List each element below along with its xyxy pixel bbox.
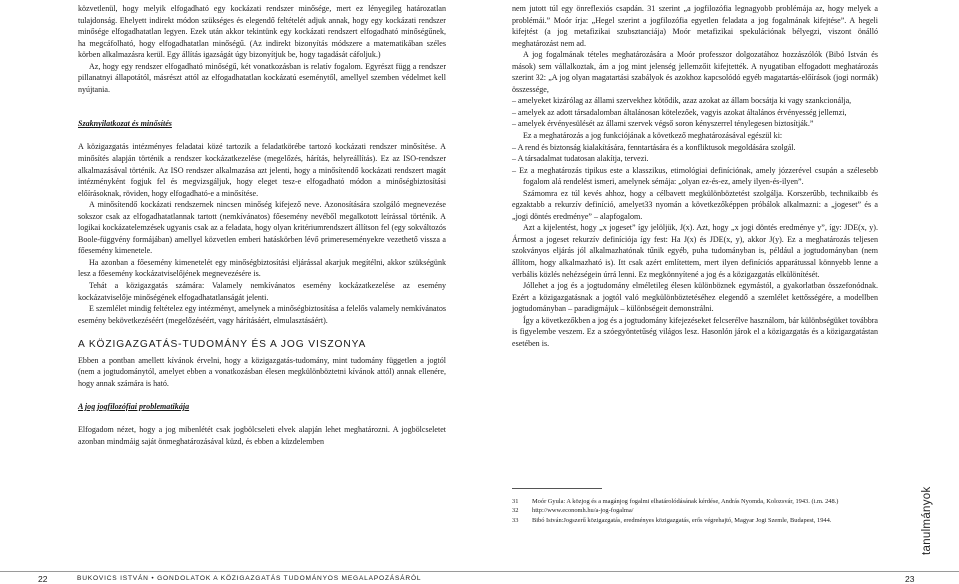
footnote-number: 32 bbox=[512, 507, 519, 515]
section-sidebar-label bbox=[903, 485, 933, 555]
paragraph: nem jutott túl egy önreflexiós csapdán. 31 szerint „a jogfilozófia legnagyobb problémája az, hogy melyek a problémái.” Moór írja: „Hegel szerint a jogfilozófia egyetlen feladata a jog fogalmának kifejtése”. A hegeli kifejtést (a jog metafizikai szubsztanciája) Moór metafizikai spekulációnak bélyegzi, viszont önálló meghatározást nem ad. bbox=[512, 4, 878, 48]
footnote-rule bbox=[512, 488, 602, 489]
right-column bbox=[512, 3, 878, 349]
footnote bbox=[512, 516, 878, 525]
paragraph: Azt a kijelentést, hogy „x jogeset” így jelöljük, J(x). Azt, hogy „x jogi döntés eredménye y”, így: JDE(x, y). Ármost a jogeset rekurzív definíciója így fest: Ha J(x) és JDE(x, y), akkor J(y). Ez a meghatározás teljesen szokványos eljárás jól alkalmazhatónak tűnik egyéb, puha tudományban is, például a jogtudományban (nem állítom, hogy alkalmazható is). Itt csak azért említettem, mert ilyen definíciós apparátussal könnyebb lenne a verbális közlés nehézségein úrrá lenni. Ez megkönnyítené a jog és a közigazgatás elkülönítését. bbox=[512, 223, 878, 279]
footnote-text: http://www.economh.hu/a-jog-fogalma/ bbox=[532, 507, 634, 515]
left-column bbox=[78, 3, 446, 447]
footnote-text: Moór Gyula: A közjog és a magánjog fogalmi elhatárolódásának kérdése, András Nyomda, Kolozsvár, 1943. (i.m. 248.) bbox=[532, 498, 839, 505]
paragraph: Ha azonban a főesemény kimenetelét egy minőségbiztosítási eljárással akarjuk megítélni, akkor szükségünk lesz a főesemény kockázatviselőjének megnevezésére is. bbox=[78, 257, 446, 279]
paragraph: Elfogadom nézet, hogy a jog mibenlétét csak jogbölcseleti elvek alapján lehet meghatározni. A jogbölcseletet azonban mindmáig saját önmeghatározásával küzd, és ebben a küzdelemben bbox=[78, 425, 446, 446]
paragraph: Így a következőkben a jog és a jogtudomány kifejezéseket felcserélve használom, bár különbségüket továbbra is figyelembe veszem. Ez a szóegyöntetűség világos lesz. Hasonlón járok el a közigazgatás és a közigazgatástan esetében is. bbox=[512, 315, 878, 348]
footnotes bbox=[512, 497, 878, 525]
section-heading: A jog jogfilozófiai problematikája bbox=[78, 401, 190, 411]
paragraph: Tehát a közigazgatás számára: Valamely nemkívánatos esemény kockázatkezelése az esemény kockázatviselője minőségének elfogadhatatlanságát jelenti. bbox=[78, 281, 446, 302]
footnote bbox=[512, 506, 878, 515]
footnote-number: 33 bbox=[512, 516, 519, 524]
list-item: – amelyek érvényesülését az állami szervek végső soron kényszerrel ténylegesen biztosítják.” bbox=[512, 119, 814, 129]
chapter-heading: A KÖZIGAZGATÁS-TUDOMÁNY ÉS A JOG VISZONYA bbox=[78, 338, 367, 350]
list-item: – A társadalmat tudatosan alakítja, tervezi. bbox=[512, 154, 649, 164]
footer-rule bbox=[0, 571, 959, 572]
paragraph: A közigazgatás intézményes feladatai közé tartozik a feladatkörébe tartozó kockázati rendszer minősítése. A minősítés alapján történik a rendszer kockázatkezelése (megelőzés, hárítás, helyreállítás). Ez az ISO-rendszer alkalmazásával történik. Az ISO rendszer alkalmazása azt jelenti, hogy a minősítendő kockázati rendszert magát intézményként fogjuk fel és megvizsgáljuk, hogy eleget tesz-e elfogadható módon a minőségbiztosítási előírásoknak, röviden, hogy elfogadható-e a minősítése. bbox=[78, 142, 446, 198]
paragraph: Az, hogy egy rendszer elfogadható minőségű, két vonatkozásban is relatív fogalom. Egyrészt függ a rendszer pillanatnyi állapotától, másrészt attól az elfogadhatatlan kockázatú eseménytől, amellyel szemben védelmet kell nyújtania. bbox=[78, 61, 446, 94]
paragraph: Ebben a pontban amellett kívánok érvelni, hogy a közigazgatás-tudomány, mint tudomány független a jogtól (nem a jogtudománytól, amelyet ebben a vonatkozásban élesen megkülönböztetni kívánok attól) annak ellenére, hogy annak számára is ható. bbox=[78, 355, 446, 388]
section-heading: Szaknyilatkozat és minősítés bbox=[78, 119, 172, 129]
list-item: – A rend és biztonság kialakítására, fenntartására és a konfliktusok megoldására szolgál. bbox=[512, 142, 796, 152]
paragraph: Számomra ez túl kevés ahhoz, hogy a célbavett megkülönböztetést szolgálja. Korszerűbb, technikaibb és egzaktabb a rekurzív definíció, amelyet33 nyomán a következőképpen próbálok alkalmazni: a „jogeset” és a „jogi döntés eredménye” – alapfogalom. bbox=[512, 188, 878, 221]
list-item: – amelyek az adott társadalomban általánosan kötelezőek, vagyis azokat általános érvényesség jellemzi, bbox=[512, 107, 847, 117]
paragraph: Jóllehet a jog és a jogtudomány elméletileg élesen különböznek egymástól, a gyakorlatban összefonódnak. Ezért a közigazgatásnak a jogtól való megkülönböztetéséhez elegendő a szemlélet kettősségére, a modellben jogtudományban – paradigmájuk – különbségeit demonstrálni. bbox=[512, 281, 878, 314]
paragraph: E szemlélet mindig feltételez egy intézményt, amelynek a minőségbiztosítása a felelős valamely nemkívánatos esemény bekövetkezéséért (megelőzéséért, vagy hárításáért, elmulasztásáért). bbox=[78, 304, 446, 325]
paragraph: A jog fogalmának tételes meghatározására a Moór professzor dolgozatához hozzászólók (Bibó István és mások) sem vállalkoztak, ám a jog mint jelenség jellemzőit kifejtették. A nyugatiban elfogadott meghatározás szerint 32: „A jog olyan magatartási szabályok és azokhoz kapcsolódó egyéb magatartás-előírások (jogi normák) összessége, bbox=[512, 50, 878, 94]
paragraph: Ez a meghatározás a jog funkciójának a következő meghatározásával egészül ki: bbox=[523, 131, 783, 141]
sidebar-label-text: tanulmányok bbox=[921, 486, 933, 555]
footnote-number: 31 bbox=[512, 498, 519, 505]
page-number-left: 22 bbox=[38, 574, 48, 584]
footnote bbox=[512, 497, 878, 506]
running-footer: BUKOVICS ISTVÁN • GONDOLATOK A KÖZIGAZGATÁS TUDOMÁNYOS MEGALAPOZÁSÁRÓL bbox=[77, 575, 422, 582]
list-item: – Ez a meghatározás tipikus este a klasszikus, etimológiai definíciónak, amely józzerével csupán a szélesebb fogalom alá rendelést ismeri, amelynek sémája: „olyan ez-és-ez, amely ilyen-és-ilyen”. bbox=[512, 165, 878, 187]
paragraph: A minősítendő kockázati rendszernek nincsen minőség kifejező neve. Azonosítására szolgáló megnevezése sokszor csak az elfogadhatatlannak tartott (nemkívánatos) főesemény nevéből megalkotott leírással történik. A logikai kockázatelemzések ugyanis csak az a feladata, hogy olyan kritériumrendszert állítson fel (egy sokváltozós Boole-függvény formájában) amellyel közvetlen emberi hatáskörben lévő primereseményekre vezethető vissza a főesemény kimenetele. bbox=[78, 200, 446, 256]
paragraph: közvetlenül, hogy melyik elfogadható egy kockázati rendszer minősége, mert ez lényegileg határozatlan tulajdonság. Ehelyett indirekt módon szükséges és elegendő feltételét adjuk annak, hogy egy kockázati rendszer minősége elfogadhatatlan legyen. Ezek után akkor tekintünk egy kockázati rendszert elfogadható minőségűnek, ha megcáfolható, hogy elfogadhatatlan minőségű. (Az indirekt bizonyítás módszere a matematikában széles körben alkalmazásra kerül. Egy állítás igazságát úgy bizonyítjuk be, hogy tagadását cáfoljuk.) bbox=[78, 4, 446, 60]
page-number-right: 23 bbox=[905, 574, 915, 584]
list-item: – amelyeket kizárólag az állami szervekhez kötődik, azaz azokat az állam bocsátja ki vagy szankcionálja, bbox=[512, 96, 852, 106]
footnote-text: Bibó István:Jogszerű közigazgatás, eredményes közigazgatás, erős végrehajtó, Magyar Jogi Szemle, Budapest, 1944. bbox=[532, 516, 832, 524]
